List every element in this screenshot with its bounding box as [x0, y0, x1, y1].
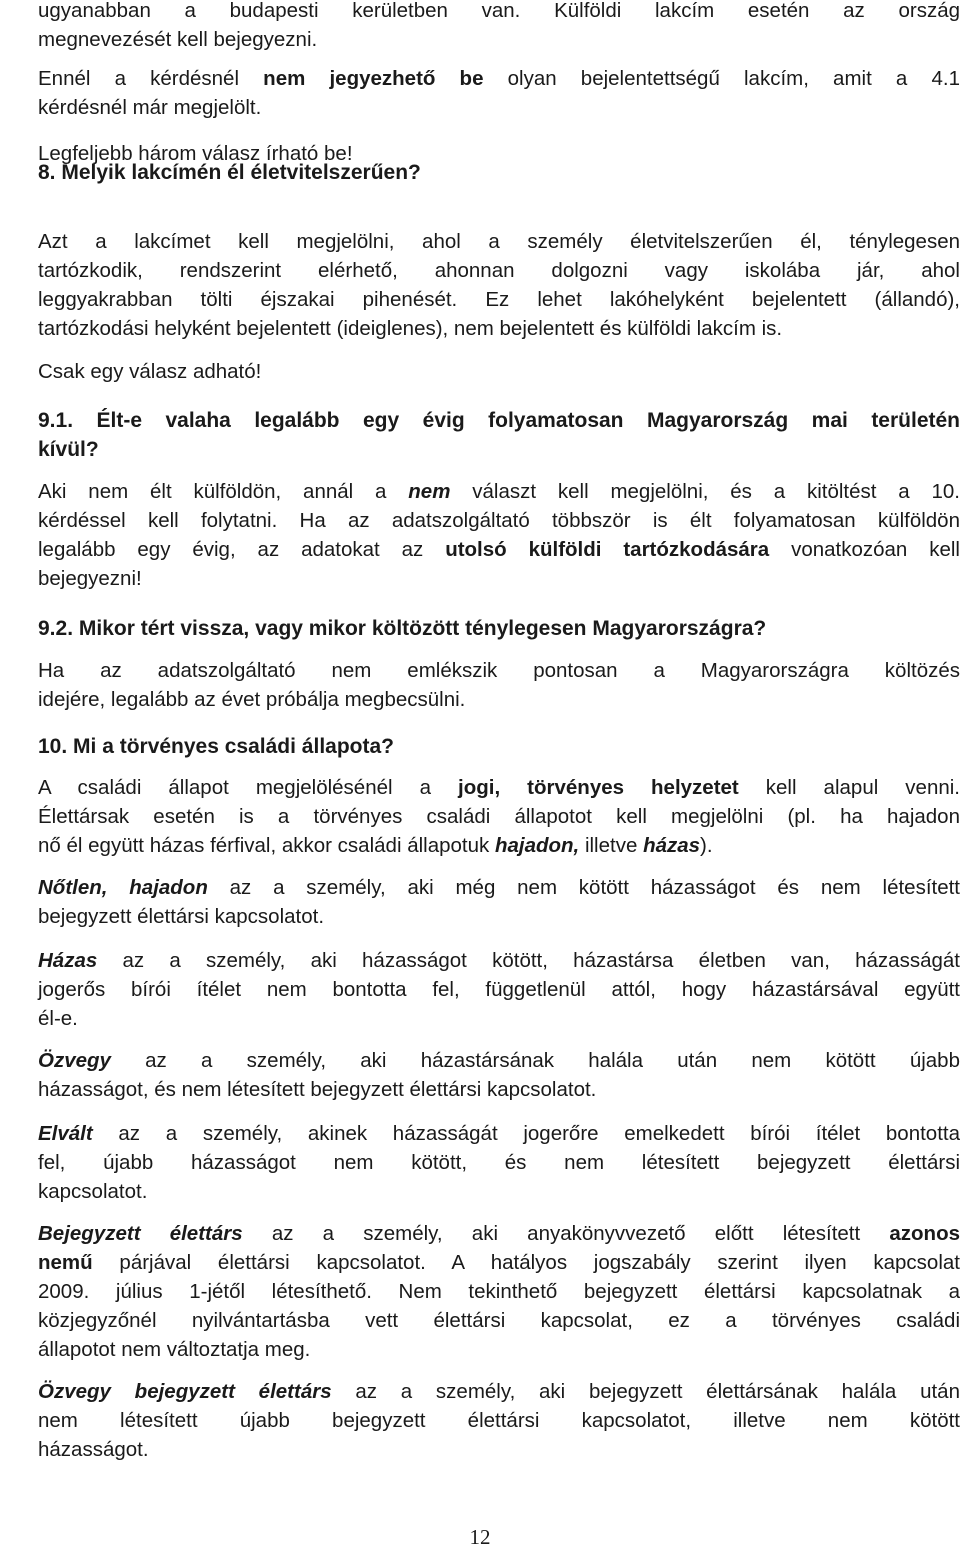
text-line: Csak egy válasz adható! [38, 360, 262, 383]
text-line: kérdésnél már megjelölt. [38, 96, 262, 119]
definition-term: Elvált [38, 1122, 93, 1145]
text-line: megnevezését kell bejegyezni. [38, 28, 318, 51]
text-line: nő él együtt házas férfival, akkor családi állapotuk hajadon, illetve házas). [38, 834, 713, 857]
text-line: házasságot. [38, 1438, 149, 1461]
definition-single [38, 873, 960, 931]
emphasis-text: jogi, törvényes helyzetet [458, 776, 739, 799]
text-line: Legfeljebb három válasz írható be! [38, 142, 353, 165]
text-line: Azt a lakcímet kell megjelölni, ahol a személy életvitelszerűen él, ténylegesen [38, 230, 960, 253]
definition-registered-partner [38, 1219, 960, 1364]
text-line: ugyanabban a budapesti kerületben van. Külföldi lakcím esetén az ország [38, 0, 960, 22]
emphasis-text: utolsó külföldi tartózkodására [445, 538, 770, 561]
text-line: tartózkodási helyként bejelentett (ideiglenes), nem bejelentett és külföldi lakcím is. [38, 317, 783, 340]
text-line: kérdéssel kell folytatni. Ha az adatszolgáltató többször is élt folyamatosan külföldön [38, 509, 960, 532]
text-line: 2009. július 1-jétől létesíthető. Nem tekinthető bejegyzett élettársi kapcsolatnak a [38, 1280, 960, 1303]
paragraph-question-9-1 [38, 477, 960, 593]
heading-text: 10. Mi a törvényes családi állapota? [38, 735, 394, 758]
text-line: Özvegy az a személy, aki házastársának halála után nem kötött újabb [38, 1049, 960, 1072]
paragraph-marital-status [38, 773, 960, 860]
definition-widowed [38, 1046, 960, 1104]
paragraph-question-8 [38, 227, 960, 343]
heading-question-9-1 [38, 406, 960, 464]
text-line: házasságot, és nem létesített bejegyzett élettársi kapcsolatot. [38, 1078, 597, 1101]
emphasis-text: hajadon, [494, 834, 580, 857]
definition-married [38, 946, 960, 1033]
definition-term: Özvegy bejegyzett élettárs [38, 1380, 332, 1403]
definition-term: Nőtlen, hajadon [38, 876, 208, 899]
emphasis-text: azonos [889, 1222, 960, 1245]
text-line: bejegyzett élettársi kapcsolatot. [38, 905, 325, 928]
text-line: Elvált az a személy, akinek házasságát jogerőre emelkedett bírói ítélet bontotta [38, 1122, 960, 1145]
text-line: jogerős bírói ítélet nem bontotta fel, függetlenül attól, hogy házastársával együtt [38, 978, 960, 1001]
definition-term: Bejegyzett élettárs [38, 1222, 243, 1245]
text-line: nemű párjával élettársi kapcsolatot. A hatályos jogszabály szerint ilyen kapcsolat [38, 1251, 960, 1274]
heading-text: 8. Melyik lakcímén él életvitelszerűen? [38, 161, 421, 184]
definition-term: Özvegy [38, 1049, 111, 1072]
text-line: Nőtlen, hajadon az a személy, aki még nem kötött házasságot és nem létesített [38, 876, 960, 899]
text-line: Bejegyzett élettárs az a személy, aki anyakönyvvezető előtt létesített azonos [38, 1222, 960, 1245]
page-number: 12 [469, 1525, 491, 1549]
paragraph-question-9-2 [38, 656, 960, 714]
text-line: bejegyezni! [38, 567, 142, 590]
text-line: idejére, legalább az évet próbálja megbecsülni. [38, 688, 466, 711]
emphasis-text: nem [408, 480, 451, 503]
definition-divorced [38, 1119, 960, 1206]
text-line: Aki nem élt külföldön, annál a nem választ kell megjelölni, és a kitöltést a 10. [38, 480, 960, 503]
emphasis-text: nemű [38, 1251, 93, 1274]
text-line: Ha az adatszolgáltató nem emlékszik pontosan a Magyarországra költözés [38, 659, 960, 682]
paragraph-not-registerable [38, 64, 960, 122]
text-line: Házas az a személy, aki házasságot kötött, házastársa életben van, házasságát [38, 949, 960, 972]
heading-text: 9.2. Mikor tért vissza, vagy mikor költözött ténylegesen Magyarországra? [38, 617, 767, 640]
heading-text: 9.1. Élt-e valaha legalább egy évig folyamatosan Magyarország mai területén [38, 409, 960, 432]
definition-widowed-partner [38, 1377, 960, 1464]
text-line: tartózkodik, rendszerint elérhető, ahonnan dolgozni vagy iskolába jár, ahol [38, 259, 960, 282]
text-line: él-e. [38, 1007, 78, 1030]
definition-term: Házas [38, 949, 98, 972]
text-line: kapcsolatot. [38, 1180, 148, 1203]
text-line: Ennél a kérdésnél nem jegyezhető be olyan bejelentettségű lakcím, amit a 4.1 [38, 67, 960, 90]
text-line: Özvegy bejegyzett élettárs az a személy, aki bejegyzett élettársának halála után [38, 1380, 960, 1403]
text-line: Élettársak esetén is a törvényes családi állapotot kell megjelölni (pl. ha hajadon [38, 805, 960, 828]
text-line: legalább egy évig, az adatokat az utolsó külföldi tartózkodására vonatkozóan kell [38, 538, 960, 561]
text-line: leggyakrabban tölti éjszakai pihenését. Ez lehet lakóhelyként bejelentett (állandó), [38, 288, 960, 311]
text-line: A családi állapot megjelölésénél a jogi, törvényes helyzetet kell alapul venni. [38, 776, 960, 799]
text-line: fel, újabb házasságot nem kötött, és nem létesített bejegyzett élettársi [38, 1151, 960, 1174]
text-line: állapotot nem változtatja meg. [38, 1338, 311, 1361]
text-line: közjegyzőnél nyilvántartásba vett élettársi kapcsolat, ez a törvényes családi [38, 1309, 960, 1332]
heading-question-8 [38, 158, 960, 187]
heading-question-10 [38, 732, 960, 761]
emphasis-text: házas [643, 834, 701, 857]
text-line: nem létesített újabb bejegyzett élettársi kapcsolatot, illetve nem kötött [38, 1409, 960, 1432]
emphasis-text: nem jegyezhető be [263, 67, 484, 90]
paragraph-one-answer [38, 357, 960, 386]
paragraph-foreign-address [38, 0, 960, 54]
heading-question-9-2 [38, 614, 960, 643]
heading-text: kívül? [38, 438, 99, 461]
